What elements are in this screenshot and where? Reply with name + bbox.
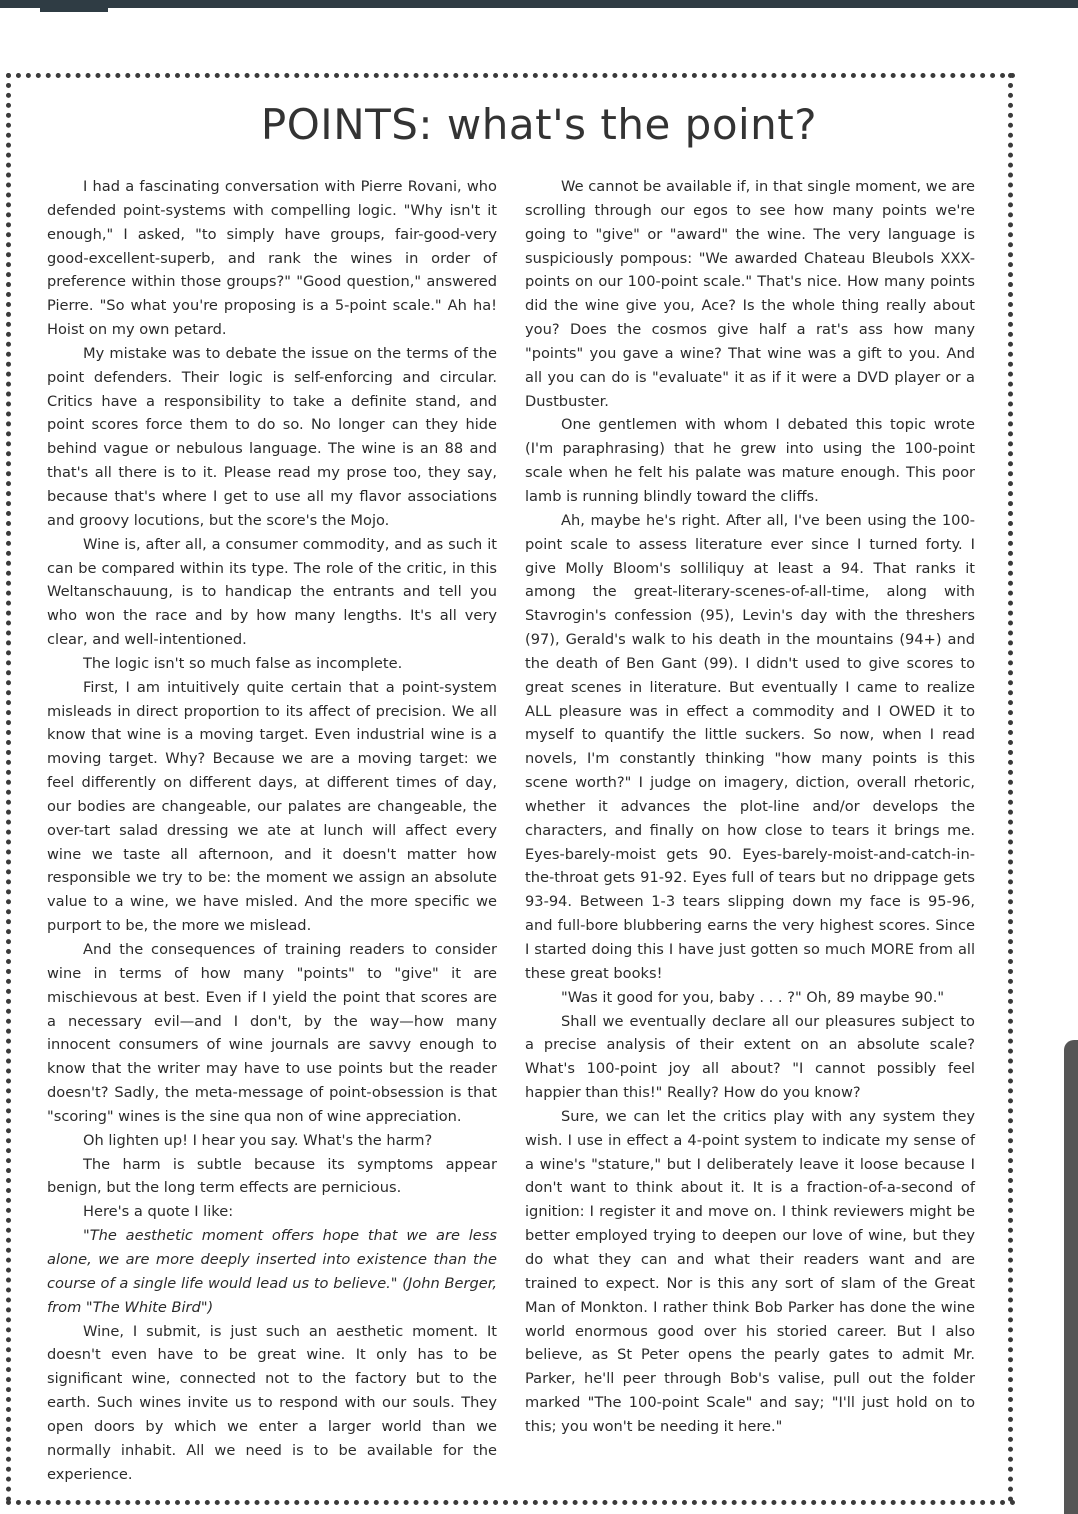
paragraph: Oh lighten up! I hear you say. What's the harm? bbox=[83, 1131, 433, 1149]
paragraph: Shall we eventually declare all our pleasures subject to a precise analysis of their extent on an absolute scale? What's 100-point joy all about? "I cannot possibly feel happier than this!" Really? How do you know? bbox=[525, 1012, 975, 1102]
paragraph: Sure, we can let the critics play with any system they wish. I use in effect a 4-point system to indicate my sense of a wine's "stature," but I deliberately leave it loose because I don't want to think about it. It is a fraction-of-a-second of ignition: I register it and move on. I think reviewers might be better employed trying to deepen our love of wine, but they do what they can and what their readers want and are trained to expect. Nor is this any sort of slam of the Great Man of Monkton. I rather think Bob Parker has done the wine world enormous good over his storied career. But I also believe, as St Peter opens the pearly gates to admit Mr. Parker, he'll peer through Bob's valise, pull out the folder marked "The 100-point Scale" and say; "I'll just hold on to this; you won't be needing it here." bbox=[525, 1107, 975, 1435]
top-bar-notch bbox=[40, 0, 108, 12]
paragraph: I had a fascinating conversation with Pierre Rovani, who defended point-systems with compelling logic. "Why isn't it enough," I asked, "to simply have groups, fair-good-very good-excellent-superb, and rank the wines in order of preference within those groups?" "Good question," answered Pierre. "So what you're proposing is a 5-point scale." Ah ha! Hoist on my own petard. bbox=[47, 178, 497, 339]
paragraph: The harm is subtle because its symptoms appear benign, but the long term effects are pernicious. bbox=[47, 1155, 497, 1197]
paragraph: My mistake was to debate the issue on the terms of the point defenders. Their logic is self-enforcing and circular. Critics have a responsibility to take a definite stand, and point scores force them to do so. No longer can they hide behind vague or nebulous language. The wine is an 88 and that's all there is to it. Please read my prose too, they say, because that's where I get to use all my flavor associations and groovy locutions, but the score's the Mojo. bbox=[47, 344, 497, 529]
article-title: POINTS: what's the point? bbox=[260, 100, 818, 149]
paragraph: Wine is, after all, a consumer commodity, and as such it can be compared within its type. The role of the critic, in this Weltanschauung, is to handicap the entrants and tell you who won the race and by how many lengths. It's all very clear, and well-intentioned. bbox=[47, 535, 497, 649]
paragraph: Wine, I submit, is just such an aesthetic moment. It doesn't even have to be great wine. It only has to be significant wine, connected not to the factory but to the earth. Such wines invite us to respond with our souls. They open doors by which we enter a larger world than we normally inhabit. All we need is to be available for the experience. bbox=[47, 1322, 497, 1483]
dotted-border-left bbox=[6, 73, 11, 1503]
article-column-left bbox=[47, 175, 497, 1486]
paragraph: One gentlemen with whom I debated this topic wrote (I'm paraphrasing) that he grew into using the 100-point scale when he felt his palate was mature enough. This poor lamb is running blindly toward the cliffs. bbox=[525, 416, 975, 505]
paragraph: The logic isn't so much false as incomplete. bbox=[83, 654, 403, 672]
paragraph: Here's a quote I like: bbox=[83, 1203, 234, 1221]
article-column-right bbox=[525, 175, 975, 1439]
dotted-border-top bbox=[6, 73, 1016, 78]
paragraph: "Was it good for you, baby . . . ?" Oh, 89 maybe 90." bbox=[561, 988, 945, 1006]
top-bar bbox=[0, 0, 1078, 8]
block-quote: "The aesthetic moment offers hope that we are less alone, we are more deeply inserted into existence than the course of a single life would lead us to believe." (John Berger, from "The White Bird") bbox=[47, 1227, 497, 1316]
paragraph: And the consequences of training readers to consider wine in terms of how many "points" to "give" it are mischievous at best. Even if I yield the point that scores are a necessary evil—and I don't, by the way—how many innocent consumers of wine journals are savvy enough to know that the writer may have to use points but the reader doesn't? Sadly, the meta-message of point-obsession is that "scoring" wines is the sine qua non of wine appreciation. bbox=[47, 941, 497, 1125]
scrollbar-handle[interactable] bbox=[1064, 1040, 1078, 1514]
dotted-border-bottom bbox=[6, 1500, 1016, 1505]
paragraph: Ah, maybe he's right. After all, I've been using the 100-point scale to assess literature ever since I turned forty. I give Molly Bloom's solliliquy at least a 94. That ranks it among the great-literary-scenes-of-all-time, along with Stavrogin's confession (95), Levin's day with the threshers (97), Gerald's walk to his death in the mountains (94+) and the death of Ben Gant (99). I didn't used to give scores to great scenes in literature. But eventually I came to realize ALL pleasure was in effect a commodity and I OWED it to myself to quantify the little suckers. So now, when I read novels, I'm constantly thinking "how many points is this scene worth?" I judge on imagery, diction, overall rhetoric, whether it advances the plot-line and/or develops the characters, and finally on how close to tears it brings me. Eyes-barely-moist gets 90. Eyes-barely-moist-and-catch-in-the-throat gets 91-92. Eyes full of tears but no drippage gets 93-94. Between 1-3 tears slipping down my face is 95-96, and full-bore blubbering earns the very highest scores. Since I started doing this I have just gotten so much MORE from all these great books! bbox=[525, 511, 975, 982]
paragraph: We cannot be available if, in that single moment, we are scrolling through our egos to see how many points we're going to "give" or "award" the wine. The very language is suspiciously pompous: "We awarded Chateau Bleubols XXX-points on our 100-point scale." That's nice. How many points did the wine give you, Ace? Is the whole thing really about you? Does the cosmos give half a rat's ass how many "points" you gave a wine? That wine was a gift to you. And all you can do is "evaluate" it as if it were a DVD player or a Dustbuster. bbox=[525, 178, 975, 410]
dotted-border-right bbox=[1008, 73, 1013, 1503]
paragraph: First, I am intuitively quite certain that a point-system misleads in direct proportion to its affect of precision. We all know that wine is a moving target. Even industrial wine is a moving target. Why? Because we are a moving target: we feel differently on different days, at different times of day, our bodies are changeable, our palates are changeable, the over-tart salad dressing we ate at lunch will affect every wine we taste all afternoon, and it doesn't matter how responsible we try to be: the moment we assign an absolute value to a wine, we have misled. And the more specific we purport to be, the more we mislead. bbox=[47, 678, 497, 935]
